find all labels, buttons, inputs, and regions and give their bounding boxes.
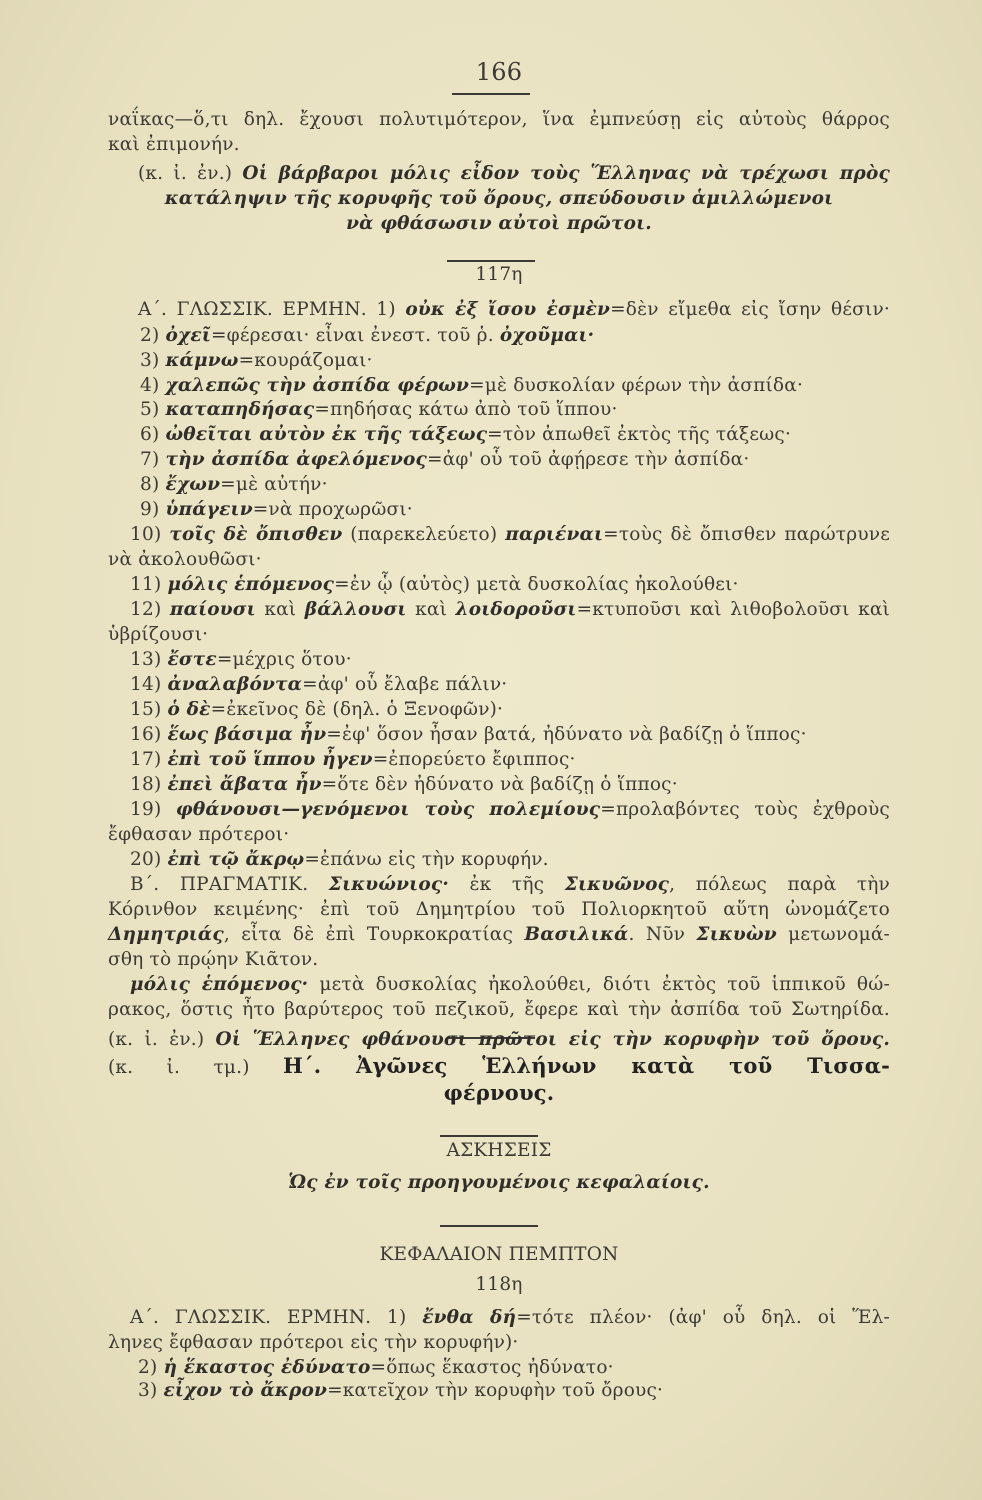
text-run: =νὰ προχωρῶσι· bbox=[252, 499, 413, 520]
text-run: =ἐκεῖνος δὲ (δηλ. ὁ Ξενοφῶν)· bbox=[210, 699, 504, 720]
italic-term: Οἱ βάρβαροι μόλις εἶδον τοὺς Ἕλληνας νὰ τρέχωσι πρὸς bbox=[242, 163, 890, 184]
italic-term: ἐπὶ τῷ ἄκρῳ bbox=[167, 849, 305, 870]
italic-term: ὀχεῖ bbox=[165, 325, 211, 346]
text-run: 15) bbox=[130, 699, 168, 720]
italic-term: φθάνουσι—γενόμενοι τοὺς πολεμίους bbox=[175, 799, 601, 820]
italic-term: Σικυὼν bbox=[696, 924, 777, 945]
text-run: ΚΕΦΑΛΑΙΟΝ ΠΕΜΠΤΟΝ bbox=[379, 1244, 619, 1265]
text-run: 14) bbox=[130, 674, 168, 695]
text-line bbox=[108, 923, 890, 947]
italic-term: ἔχων bbox=[165, 474, 221, 495]
section-divider bbox=[447, 260, 535, 262]
text-run: μετωνομά- bbox=[776, 924, 890, 945]
italic-term: ἡ ἕκαστος ἐδύνατο bbox=[163, 1357, 371, 1378]
italic-term: ὁ δὲ bbox=[167, 699, 211, 720]
italic-term: Δημητριάς bbox=[108, 924, 224, 945]
text-run: 10) bbox=[130, 524, 170, 545]
italic-term: ἕως βάσιμα ἦν bbox=[167, 724, 327, 745]
text-line bbox=[108, 823, 289, 847]
text-run: ἐκ τῆς bbox=[448, 874, 565, 895]
italic-term: Ὡς ἐν τοῖς προηγουμένοις κεφαλαίοις. bbox=[288, 1172, 710, 1193]
italic-term: καταπηδήσας bbox=[165, 399, 315, 420]
text-run: Α΄. ΓΛΩΣΣΙΚ. ΕΡΜΗΝ. 1) bbox=[130, 1307, 423, 1328]
text-line bbox=[140, 349, 373, 373]
italic-term: Σικυώνιος· bbox=[328, 874, 449, 895]
text-run: 5) bbox=[140, 399, 166, 420]
text-run: 8) bbox=[140, 474, 166, 495]
text-line bbox=[130, 648, 352, 672]
text-run: =κουράζομαι· bbox=[238, 350, 373, 371]
text-line bbox=[108, 212, 890, 236]
italic-term: παριέναι bbox=[505, 524, 604, 545]
italic-term: τοῖς δὲ ὄπισθεν bbox=[169, 524, 343, 545]
italic-term: κατάληψιν τῆς κορυφῆς τοῦ ὄρους, σπεύδουσιν ἁμιλλώμενοι bbox=[164, 188, 834, 209]
text-line bbox=[130, 798, 890, 822]
text-run: 19) bbox=[130, 799, 176, 820]
text-run: καὶ ἐπιμονήν. bbox=[108, 134, 240, 155]
text-line bbox=[108, 548, 262, 572]
text-run: 117η bbox=[475, 264, 523, 285]
text-line bbox=[108, 1139, 890, 1163]
text-run: 4) bbox=[140, 375, 166, 396]
italic-term: παίουσι bbox=[169, 599, 256, 620]
text-run: 3) bbox=[138, 1380, 164, 1401]
text-run: Β΄. ΠΡΑΓΜΑΤΙΚ. bbox=[130, 874, 329, 895]
text-line bbox=[108, 108, 890, 132]
text-run: =προλαβόντες τοὺς ἐχθροὺς bbox=[600, 799, 890, 820]
text-line bbox=[140, 448, 749, 472]
text-run: 3) bbox=[140, 350, 166, 371]
text-run: =τότε πλέον· (ἀφ' οὗ δηλ. οἱ Ἕλ- bbox=[516, 1307, 890, 1328]
text-run: 12) bbox=[130, 599, 170, 620]
italic-term: ὠθεῖται αὐτὸν ἐκ τῆς τάξεως bbox=[165, 424, 488, 445]
text-run: , εἶτα δὲ ἐπὶ Τουρκοκρατίας bbox=[223, 924, 525, 945]
text-line bbox=[140, 374, 803, 398]
text-line bbox=[108, 1171, 890, 1195]
text-line bbox=[130, 773, 678, 797]
text-run: σθη τὸ πρῴην Κιᾶτον. bbox=[108, 949, 319, 970]
text-run: =ἐπάνω εἰς τὴν κορυφήν. bbox=[304, 849, 549, 870]
text-line bbox=[108, 1331, 519, 1355]
text-run: (παρεκελεύετο) bbox=[342, 524, 506, 545]
text-run: . Νῦν bbox=[628, 924, 697, 945]
section-divider bbox=[440, 1225, 538, 1227]
text-line bbox=[130, 523, 890, 547]
text-line bbox=[138, 1379, 663, 1403]
italic-term: ἐπὶ τοῦ ἵππου ἦγεν bbox=[167, 749, 373, 770]
text-run: 18) bbox=[130, 774, 168, 795]
text-line bbox=[140, 423, 791, 447]
text-run: καὶ bbox=[406, 599, 456, 620]
text-run: ναΐκας—ὅ,τι δηλ. ἔχουσι πολυτιμότερον, ἵνα ἐμπνεύσῃ εἰς αὐτοὺς θάρρος bbox=[108, 109, 890, 130]
italic-term: Οἱ Ἕλληνες φθάνουσι πρῶτοι εἰς τὴν κορυφὴν τοῦ ὄρους. bbox=[215, 1029, 890, 1050]
text-line bbox=[140, 498, 413, 522]
italic-term: νὰ φθάσωσιν αὐτοὶ πρῶτοι. bbox=[346, 213, 652, 234]
italic-term: Σικυῶνος bbox=[564, 874, 670, 895]
text-line bbox=[108, 187, 890, 211]
italic-term: εἶχον τὸ ἄκρον bbox=[163, 1380, 328, 1401]
text-line bbox=[108, 623, 208, 647]
text-line bbox=[130, 673, 507, 697]
text-line bbox=[130, 698, 503, 722]
text-run: =δὲν εἴμεθα εἰς ἴσην θέσιν· bbox=[610, 299, 890, 320]
italic-term: μόλις ἑπόμενος· bbox=[130, 974, 309, 995]
text-line bbox=[108, 133, 240, 157]
italic-term: ὑπάγειν bbox=[165, 499, 253, 520]
italic-term: μόλις ἑπόμενος bbox=[167, 574, 335, 595]
italic-term: ἐπεὶ ἄβατα ἦν bbox=[167, 774, 322, 795]
text-line bbox=[108, 898, 890, 922]
bold-heading: φέρνους. bbox=[443, 1080, 555, 1105]
text-run: =μὲ αὐτήν· bbox=[220, 474, 328, 495]
text-line bbox=[138, 298, 890, 322]
text-run: 13) bbox=[130, 649, 168, 670]
text-run: =μέχρις ὅτου· bbox=[216, 649, 352, 670]
text-line bbox=[108, 1081, 890, 1107]
text-line bbox=[138, 162, 890, 186]
italic-term: οὐκ ἐξ ἴσου ἐσμὲν bbox=[405, 299, 611, 320]
italic-term: χαλεπῶς τὴν ἀσπίδα φέρων bbox=[165, 375, 470, 396]
text-line bbox=[108, 263, 890, 287]
text-line bbox=[140, 473, 328, 497]
text-run: =μὲ δυσκολίαν φέρων τὴν ἀσπίδα· bbox=[469, 375, 804, 396]
text-run: =ἐν ᾧ (αὐτὸς) μετὰ δυσκολίας ἠκολούθει· bbox=[334, 574, 739, 595]
text-run: =ἐπορεύετο ἔφιππος· bbox=[372, 749, 576, 770]
text-run: =τοὺς δὲ ὄπισθεν παρώτρυνε bbox=[603, 524, 890, 545]
text-run: ρακος, ὅστις ἦτο βαρύτερος τοῦ πεζικοῦ, ἔφερε καὶ τὴν ἀσπίδα τοῦ Σωτηρίδα. bbox=[108, 999, 890, 1020]
text-run: (κ. ἰ. ἐν.) bbox=[138, 163, 243, 184]
text-line bbox=[108, 998, 890, 1022]
text-line bbox=[130, 873, 890, 897]
italic-term: βάλλουσι bbox=[304, 599, 407, 620]
text-run: 7) bbox=[140, 449, 166, 470]
italic-term: τὴν ἀσπίδα ἀφελόμενος bbox=[165, 449, 427, 470]
text-run: (κ. ἰ. τμ.) bbox=[108, 1057, 283, 1078]
text-line bbox=[108, 1243, 890, 1267]
text-run: =ἀφ' οὗ ἔλαβε πάλιν· bbox=[302, 674, 508, 695]
text-run: 118η bbox=[475, 1274, 523, 1295]
text-run: =ἀφ' οὗ τοῦ ἀφῄρεσε τὴν ἀσπίδα· bbox=[427, 449, 750, 470]
text-line bbox=[130, 573, 739, 597]
text-run: 17) bbox=[130, 749, 168, 770]
text-run: =φέρεσαι· εἶναι ἐνεστ. τοῦ ῥ. bbox=[210, 325, 500, 346]
text-run: 9) bbox=[140, 499, 166, 520]
text-line bbox=[130, 1306, 890, 1330]
text-run: (κ. ἰ. ἐν.) bbox=[108, 1029, 216, 1050]
text-line bbox=[108, 1273, 890, 1297]
text-run: νὰ ἀκολουθῶσι· bbox=[108, 549, 262, 570]
text-run: ὑβρίζουσι· bbox=[108, 624, 209, 645]
italic-term: κάμνω bbox=[165, 350, 239, 371]
text-run: 2) bbox=[140, 325, 166, 346]
text-line bbox=[108, 1054, 890, 1080]
italic-term: ὀχοῦμαι· bbox=[499, 325, 595, 346]
text-run: ληνες ἔφθασαν πρότεροι εἰς τὴν κορυφήν)· bbox=[108, 1332, 519, 1353]
text-line bbox=[138, 1356, 614, 1380]
italic-term: ἔνθα δή bbox=[422, 1307, 517, 1328]
text-line bbox=[108, 948, 318, 972]
bold-heading: Η΄. Ἀγῶνες Ἑλλήνων κατὰ τοῦ Τισσα- bbox=[282, 1053, 890, 1078]
text-run: =τὸν ἀπωθεῖ ἐκτὸς τῆς τάξεως· bbox=[487, 424, 792, 445]
italic-term: ἔστε bbox=[167, 649, 217, 670]
page-number-underline bbox=[452, 93, 530, 95]
italic-term: Βασιλικά bbox=[524, 924, 629, 945]
text-line bbox=[130, 848, 549, 872]
text-run: καὶ bbox=[255, 599, 305, 620]
text-line bbox=[130, 748, 576, 772]
text-line bbox=[130, 973, 890, 997]
text-run: 20) bbox=[130, 849, 168, 870]
page-number: 166 bbox=[475, 58, 523, 86]
text-run: 2) bbox=[138, 1357, 164, 1378]
text-run: 16) bbox=[130, 724, 168, 745]
text-run: ἔφθασαν πρότεροι· bbox=[108, 824, 290, 845]
text-line bbox=[140, 398, 618, 422]
text-run: 6) bbox=[140, 424, 166, 445]
text-line bbox=[140, 324, 594, 348]
text-run: μετὰ δυσκολίας ἠκολούθει, διότι ἐκτὸς τοῦ ἱππικοῦ θώ- bbox=[308, 974, 890, 995]
text-line bbox=[108, 1028, 890, 1052]
text-run: , πόλεως παρὰ τὴν bbox=[669, 874, 890, 895]
italic-term: λοιδοροῦσι bbox=[455, 599, 577, 620]
text-run: 11) bbox=[130, 574, 168, 595]
text-run: ΑΣΚΗΣΕΙΣ bbox=[446, 1140, 552, 1161]
text-run: =ὅτε δὲν ἠδύνατο νὰ βαδίζῃ ὁ ἵππος· bbox=[321, 774, 678, 795]
text-run: Α΄. ΓΛΩΣΣΙΚ. ΕΡΜΗΝ. 1) bbox=[138, 299, 406, 320]
text-run: =ἐφ' ὅσον ἦσαν βατά, ἠδύνατο νὰ βαδίζῃ ὁ ἵππος· bbox=[326, 724, 807, 745]
text-run: =κατεῖχον τὴν κορυφὴν τοῦ ὄρους· bbox=[327, 1380, 664, 1401]
text-line bbox=[130, 598, 890, 622]
section-divider bbox=[440, 1135, 538, 1137]
text-run: =πηδήσας κάτω ἀπὸ τοῦ ἵππου· bbox=[314, 399, 618, 420]
text-run: =ὅπως ἕκαστος ἠδύνατο· bbox=[370, 1357, 614, 1378]
text-line bbox=[130, 723, 807, 747]
text-run: Κόρινθον κειμένης· ἐπὶ τοῦ Δημητρίου τοῦ Πολιορκητοῦ αὕτη ὠνομάζετο bbox=[108, 899, 890, 920]
text-run: =κτυποῦσι καὶ λιθοβολοῦσι καὶ bbox=[576, 599, 890, 620]
italic-term: ἀναλαβόντα bbox=[167, 674, 303, 695]
